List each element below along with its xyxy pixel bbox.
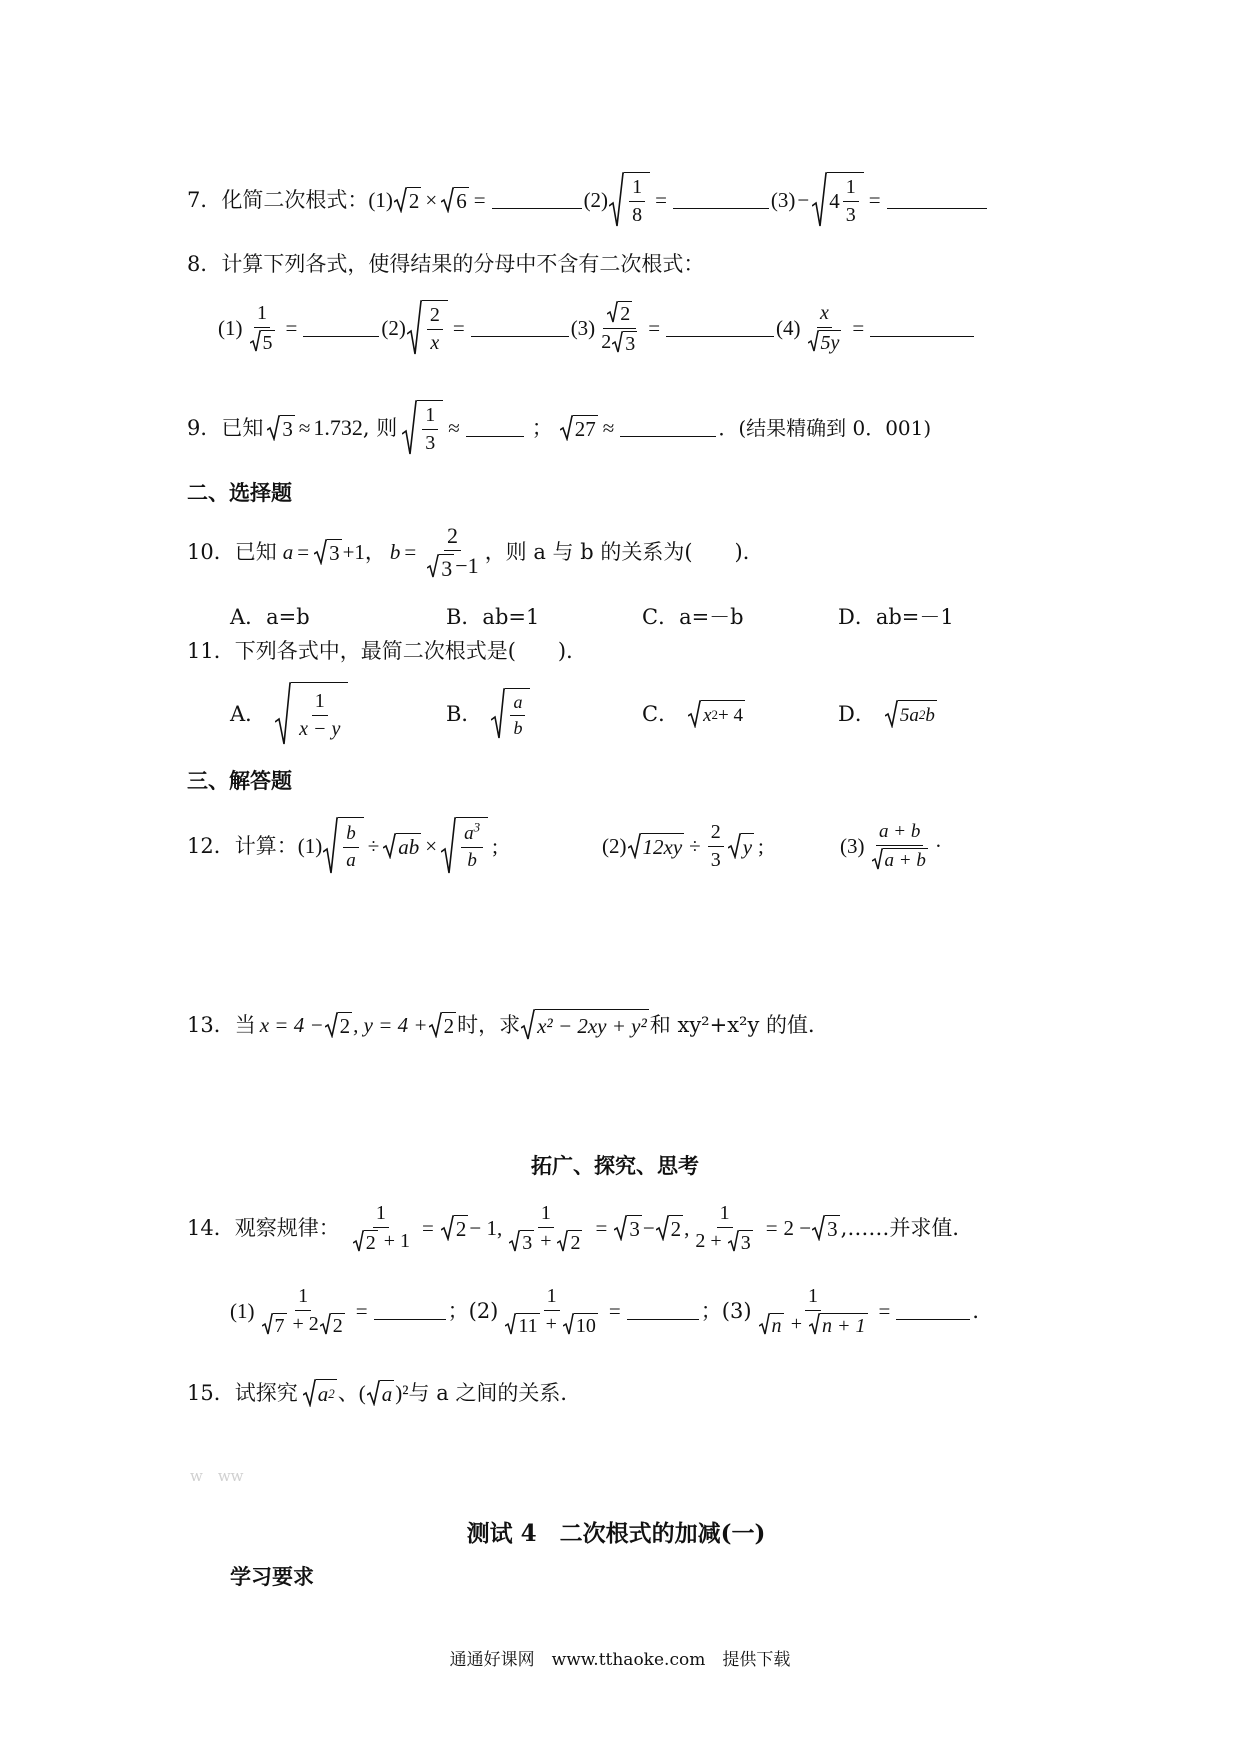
answer-blank-8-1[interactable] bbox=[303, 320, 379, 337]
q14-rule-2: 1 3 + 2 bbox=[505, 1202, 586, 1255]
answer-blank-7-2[interactable] bbox=[673, 192, 769, 209]
answer-blank-7-1[interactable] bbox=[492, 192, 582, 209]
q8-expr-4: $\frac{x}{5y}$ bbox=[804, 302, 846, 355]
q11-option-c[interactable]: C． x 2 + 4 bbox=[642, 700, 746, 728]
q8-expr-1: $\frac{1}{5}$ bbox=[246, 302, 279, 355]
sqrt-frac-1-8: $\frac{1}{8}$ bbox=[609, 172, 650, 228]
q10-option-c[interactable]: C．a=－b bbox=[642, 604, 744, 629]
answer-blank-9-1[interactable] bbox=[466, 420, 524, 437]
q11-option-b[interactable]: B． $\frac{a}{b}$ bbox=[446, 688, 531, 740]
q10-option-b[interactable]: B．ab=1 bbox=[446, 604, 540, 629]
q11-option-d[interactable]: D． 5a 2 b bbox=[838, 700, 938, 728]
answer-blank-8-4[interactable] bbox=[870, 320, 974, 337]
q10-option-a[interactable]: A．a=b bbox=[230, 604, 310, 629]
answer-blank-14-2[interactable] bbox=[627, 1303, 699, 1320]
sqrt-mixed-4-1-3: 4 $\frac{1}{3}$ bbox=[812, 172, 864, 228]
answer-blank-14-3[interactable] bbox=[896, 1303, 970, 1320]
answer-blank-14-1[interactable] bbox=[374, 1303, 446, 1320]
answer-blank-7-3[interactable] bbox=[887, 192, 987, 209]
q11-option-a[interactable]: A． $\frac{1}{x - y}$ bbox=[230, 682, 349, 746]
q10-option-d[interactable]: D．ab=－1 bbox=[838, 604, 954, 629]
q10-b-fraction: 2 3 −1 bbox=[423, 523, 481, 582]
sqrt-frac-1-3: $\frac{1}{3}$ bbox=[402, 400, 443, 456]
sqrt-2: 2 bbox=[394, 187, 422, 213]
q14-rule-3: 1 2 + 3 bbox=[695, 1201, 751, 1254]
q14-rule-1: 1 2 + 1 bbox=[349, 1202, 413, 1255]
q8-expr-2: $\frac{2}{x}$ bbox=[407, 300, 448, 356]
q7-label: 7．化简二次根式： bbox=[187, 187, 369, 212]
answer-blank-8-3[interactable] bbox=[666, 320, 774, 337]
sqrt-6: 6 bbox=[441, 187, 469, 213]
q8-expr-3: 2 2 3 bbox=[601, 302, 636, 355]
answer-blank-8-2[interactable] bbox=[471, 320, 569, 337]
answer-blank-9-2[interactable] bbox=[620, 420, 716, 437]
